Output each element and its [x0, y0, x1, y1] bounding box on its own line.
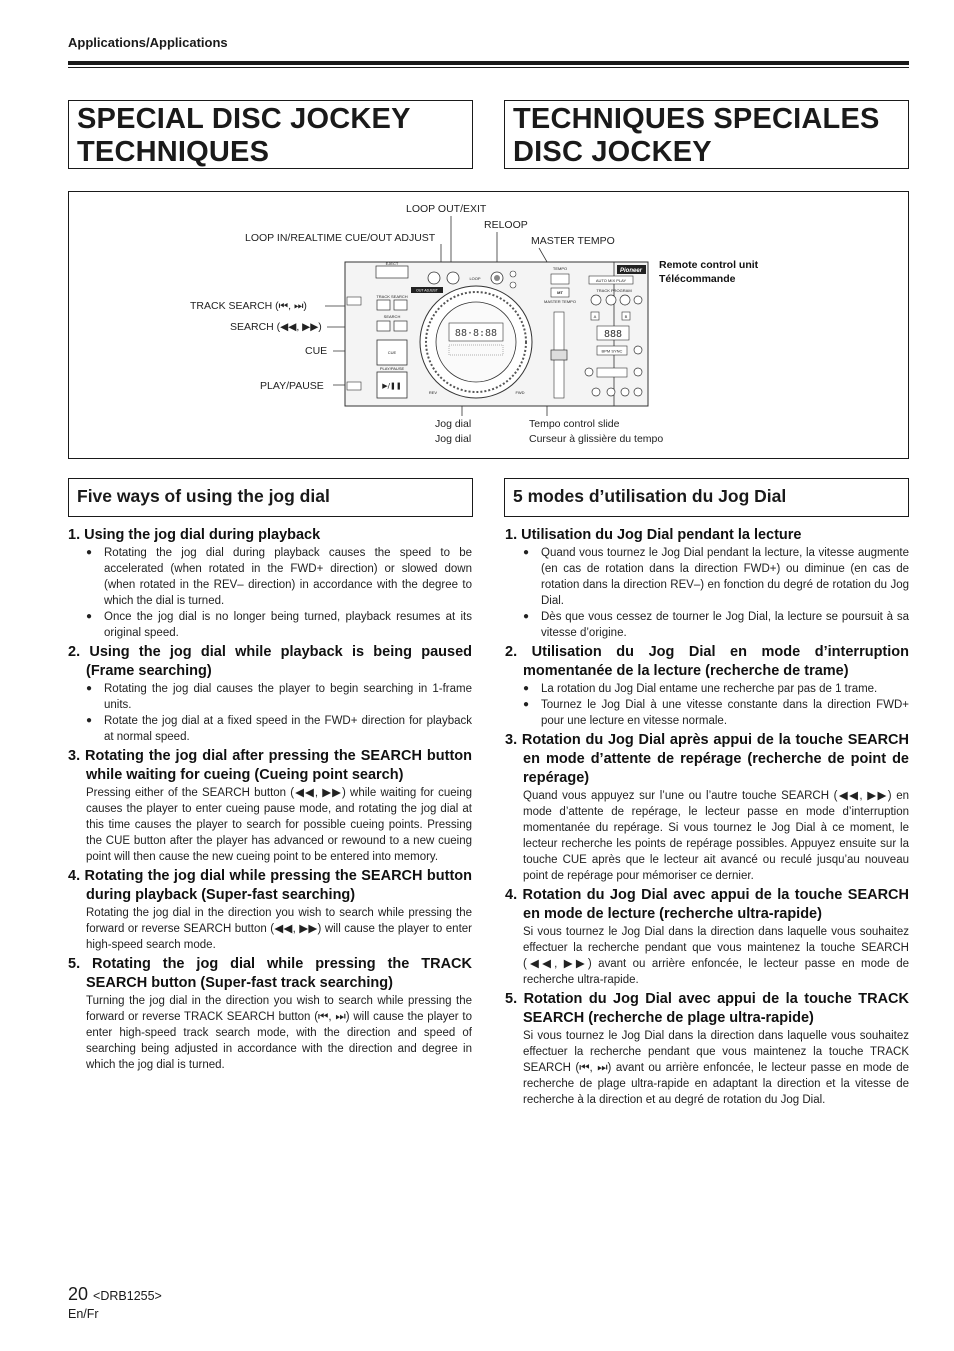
label-jog-dial-fr: Jog dial	[435, 433, 472, 445]
list-item: ● Rotating the jog dial causes the player to begin searching in 1-frame units.	[68, 681, 472, 713]
remote-b-label: B	[624, 314, 628, 319]
bpm-display-value: 888	[603, 329, 623, 340]
item-text: Turning the jog dial in the direction you wish to search while pressing the forward or reverse TRACK SEARCH button (⏮, ⏭) will cause the player to enter high-speed track search mode, with the direction and speed of searching being adjusted in accordance with the direction and degree in which the jog dial is turned.	[86, 995, 472, 1071]
label-track-search: TRACK SEARCH (⏮, ⏭)	[190, 300, 307, 312]
item-title: 5. Rotating the jog dial while pressing the TRACK SEARCH button (Super-fast track searching)	[68, 956, 472, 991]
tempo-label: TEMPO	[552, 266, 568, 271]
label-tempo-slide-en: Tempo control slide	[529, 418, 620, 430]
remote-knob-10	[621, 388, 629, 396]
loop-label: LOOP	[469, 276, 481, 281]
title-en-line2: TECHNIQUES	[77, 136, 270, 168]
track-search-label: TRACK SEARCH	[376, 294, 408, 299]
tempo-slider-knob	[551, 350, 567, 360]
rev-label: REV	[428, 390, 438, 395]
heading-fr: 5 modes d’utilisation du Jog Dial	[513, 486, 787, 506]
reloop-button-core	[494, 275, 500, 281]
header-rule	[68, 61, 909, 65]
item-text: Quand vous appuyez sur l’une ou l’autre touche SEARCH (◀◀, ▶▶) en mode d’attente de repérage, le lecteur passe en mode d’interruption momentanée du repérage. Si vous tournez le Jog Dial à ce moment, le lecteur recherche les points de repérage possibles. Appuyez ensuite sur la touche CUE après que le lecteur ait avancé ou reculé jusqu’au nouveau point de repérage pour mémoriser ce dernier.	[523, 790, 909, 882]
remote-knob-7	[634, 368, 642, 376]
remote-wide-button	[597, 368, 627, 377]
bullet-list	[68, 681, 472, 745]
item-text: Si vous tournez le Jog Dial dans la direction dans laquelle vous souhaitez effectuer la recherche pendant que vous maintenez la touche TRACK SEARCH (⏮, ⏭) avant ou arrière enfoncée, le lecteur passe en mode de recherche de plage ultra-rapide en adaptant la direction et la vitesse de recherche à la direction et au degré de rotation du Jog Dial.	[523, 1030, 909, 1106]
remote-knob-2	[606, 295, 616, 305]
list-item: ● Rotate the jog dial at a fixed speed in the FWD+ direction for playback at normal speed.	[68, 713, 472, 745]
header-rule-thin	[68, 67, 909, 68]
label-cue: CUE	[305, 345, 328, 357]
svg-text:88·8:88: 88·8:88	[454, 328, 498, 339]
device-figure	[68, 191, 909, 459]
item-title: 5. Rotation du Jog Dial avec appui de la touche TRACK SEARCH (recherche de plage ultra-rapide)	[505, 991, 909, 1026]
fwd-label: FWD	[515, 390, 525, 395]
eject-button	[376, 266, 408, 278]
title-fr-line1: TECHNIQUES SPECIALES	[513, 103, 880, 135]
list-item: ● Dès que vous cessez de tourner le Jog Dial, la lecture se poursuit à sa vitesse d’origine.	[505, 609, 909, 641]
remote-knob-1	[591, 295, 601, 305]
column-fr	[505, 526, 909, 1110]
list-item: ● Quand vous tournez le Jog Dial pendant la lecture, la vitesse augmente (en cas de rotation dans la direction FWD+) ou diminue (en cas de rotation dans la direction REV–) en fonction du degré de rotation du Jog Dial.	[505, 545, 909, 609]
title-box-fr	[504, 100, 909, 169]
title-en-line1: SPECIAL DISC JOCKEY	[77, 103, 411, 135]
section-label: Applications/Applications	[68, 35, 228, 50]
auto-cue-button	[510, 282, 516, 288]
remote-knob-11	[634, 388, 642, 396]
out-adjust-label: OUT ADJUST	[416, 288, 438, 293]
bullet-list	[505, 681, 909, 729]
brand-label: Pioneer	[619, 268, 643, 274]
label-remote-fr: Télécommande	[659, 273, 736, 285]
title-box-en	[68, 100, 473, 169]
bullet-list	[505, 545, 909, 641]
remote-knob-5	[634, 346, 642, 354]
label-search: SEARCH (◀◀, ▶▶)	[230, 321, 322, 333]
list-item: ● Rotating the jog dial during playback causes the speed to be accelerated (when rotated in the FWD+ direction) or slowed down (when rotated in the REV– direction) in accordance with the degree to which the dial is turned.	[68, 545, 472, 609]
page-number	[68, 1284, 162, 1305]
track-program-label: TRACK PROGRAM	[596, 288, 632, 293]
search-back-button	[377, 321, 390, 331]
item-title: 1. Using the jog dial during playback	[68, 527, 321, 543]
remote-knob-9	[607, 388, 615, 396]
bpm-sync-label: BPM SYNC	[601, 348, 623, 354]
label-master-tempo: MASTER TEMPO	[531, 235, 615, 247]
label-loop-out-exit: LOOP OUT/EXIT	[406, 203, 487, 215]
search-label: SEARCH	[383, 314, 401, 319]
track-search-back-button	[377, 300, 390, 310]
search-fwd-button	[394, 321, 407, 331]
mt-label: MT	[557, 290, 563, 295]
list-item: ● Once the jog dial is no longer being turned, playback resumes at its original speed.	[68, 609, 472, 641]
heading-box-fr	[504, 478, 909, 517]
item-text: Rotating the jog dial in the direction you wish to search while pressing the forward or reverse SEARCH button (◀◀, ▶▶) will cause the player to enter high-speed search mode.	[86, 907, 472, 951]
auto-mix-play-label: AUTO MIX PLAY	[595, 278, 627, 283]
label-loop-in: LOOP IN/REALTIME CUE/OUT ADJUST	[245, 232, 436, 244]
svg-text:▶/❚❚: ▶/❚❚	[382, 382, 402, 390]
remote-a-label: A	[593, 314, 597, 319]
item-text: Si vous tournez le Jog Dial dans la direction dans laquelle vous souhaitez effectuer la recherche pendant que vous maintenez la touche SEARCH (◀◀, ▶▶) avant ou arrière enfoncée, le lecteur passe en mode de recherche ultra-rapide.	[523, 926, 909, 986]
remote-knob-4	[634, 296, 642, 304]
remote-knob-6	[585, 368, 593, 376]
document-code: <DRB1255>	[93, 1289, 162, 1303]
item-title: 4. Rotating the jog dial while pressing the SEARCH button during playback (Super-fast searching)	[68, 868, 472, 903]
label-tempo-slide-fr: Curseur à glissière du tempo	[529, 433, 664, 445]
page-title-fr	[513, 103, 900, 169]
bullet-list	[68, 545, 472, 641]
column-en	[68, 526, 472, 1075]
item-title: 1. Utilisation du Jog Dial pendant la lecture	[505, 527, 802, 543]
remote-knob-8	[592, 388, 600, 396]
label-remote-en: Remote control unit	[659, 259, 759, 271]
time-mode-button	[510, 271, 516, 277]
play-pause-label: PLAY/PAUSE	[379, 366, 405, 371]
remote-knob-3	[620, 295, 630, 305]
item-text: Pressing either of the SEARCH button (◀◀, ▶▶) while waiting for cueing causes the player to enter cueing pause mode, and rotating the jog dial at this time causes the player to search for possible cueing points. Pressing the CUE button after the player has advanced or rewound to a new cueing point will then cause the new cueing point to be entered into memory.	[86, 787, 472, 863]
eject-label: EJECT	[385, 261, 399, 266]
label-reloop: RELOOP	[484, 219, 528, 231]
list-item: ● Tournez le Jog Dial à une vitesse constante dans la direction FWD+ pour une lecture en vitesse normale.	[505, 697, 909, 729]
list-item: ● La rotation du Jog Dial entame une recherche par pas de 1 trame.	[505, 681, 909, 697]
page-title-en	[77, 103, 464, 169]
item-title: 4. Rotation du Jog Dial avec appui de la touche SEARCH en mode de lecture (recherche ultra-rapide)	[505, 887, 909, 922]
loop-in-button	[428, 272, 440, 284]
page-number-value: 20	[68, 1284, 89, 1304]
tempo-range-button	[551, 274, 569, 284]
label-jog-dial-en: Jog dial	[435, 418, 472, 430]
master-tempo-label: MASTER TEMPO	[544, 299, 576, 304]
item-title: 2. Utilisation du Jog Dial en mode d’interruption momentanée de la lecture (recherche de trame)	[505, 644, 909, 679]
title-fr-line2: DISC JOCKEY	[513, 136, 712, 168]
device-illustration	[69, 192, 908, 458]
item-title: 2. Using the jog dial while playback is being paused (Frame searching)	[68, 644, 472, 679]
item-title: 3. Rotation du Jog Dial après appui de la touche SEARCH en mode d’attente de repérage (recherche de point de repérage)	[505, 732, 909, 786]
label-play-pause: PLAY/PAUSE	[260, 380, 324, 392]
loop-out-button	[447, 272, 459, 284]
track-search-fwd-button	[394, 300, 407, 310]
heading-box-en	[68, 478, 473, 517]
language-code: En/Fr	[68, 1307, 99, 1321]
heading-en: Five ways of using the jog dial	[77, 486, 330, 506]
item-title: 3. Rotating the jog dial after pressing the SEARCH button while waiting for cueing (Cueing point search)	[68, 748, 472, 783]
cue-button-label: CUE	[387, 350, 397, 355]
jog-dial-center	[436, 302, 516, 382]
